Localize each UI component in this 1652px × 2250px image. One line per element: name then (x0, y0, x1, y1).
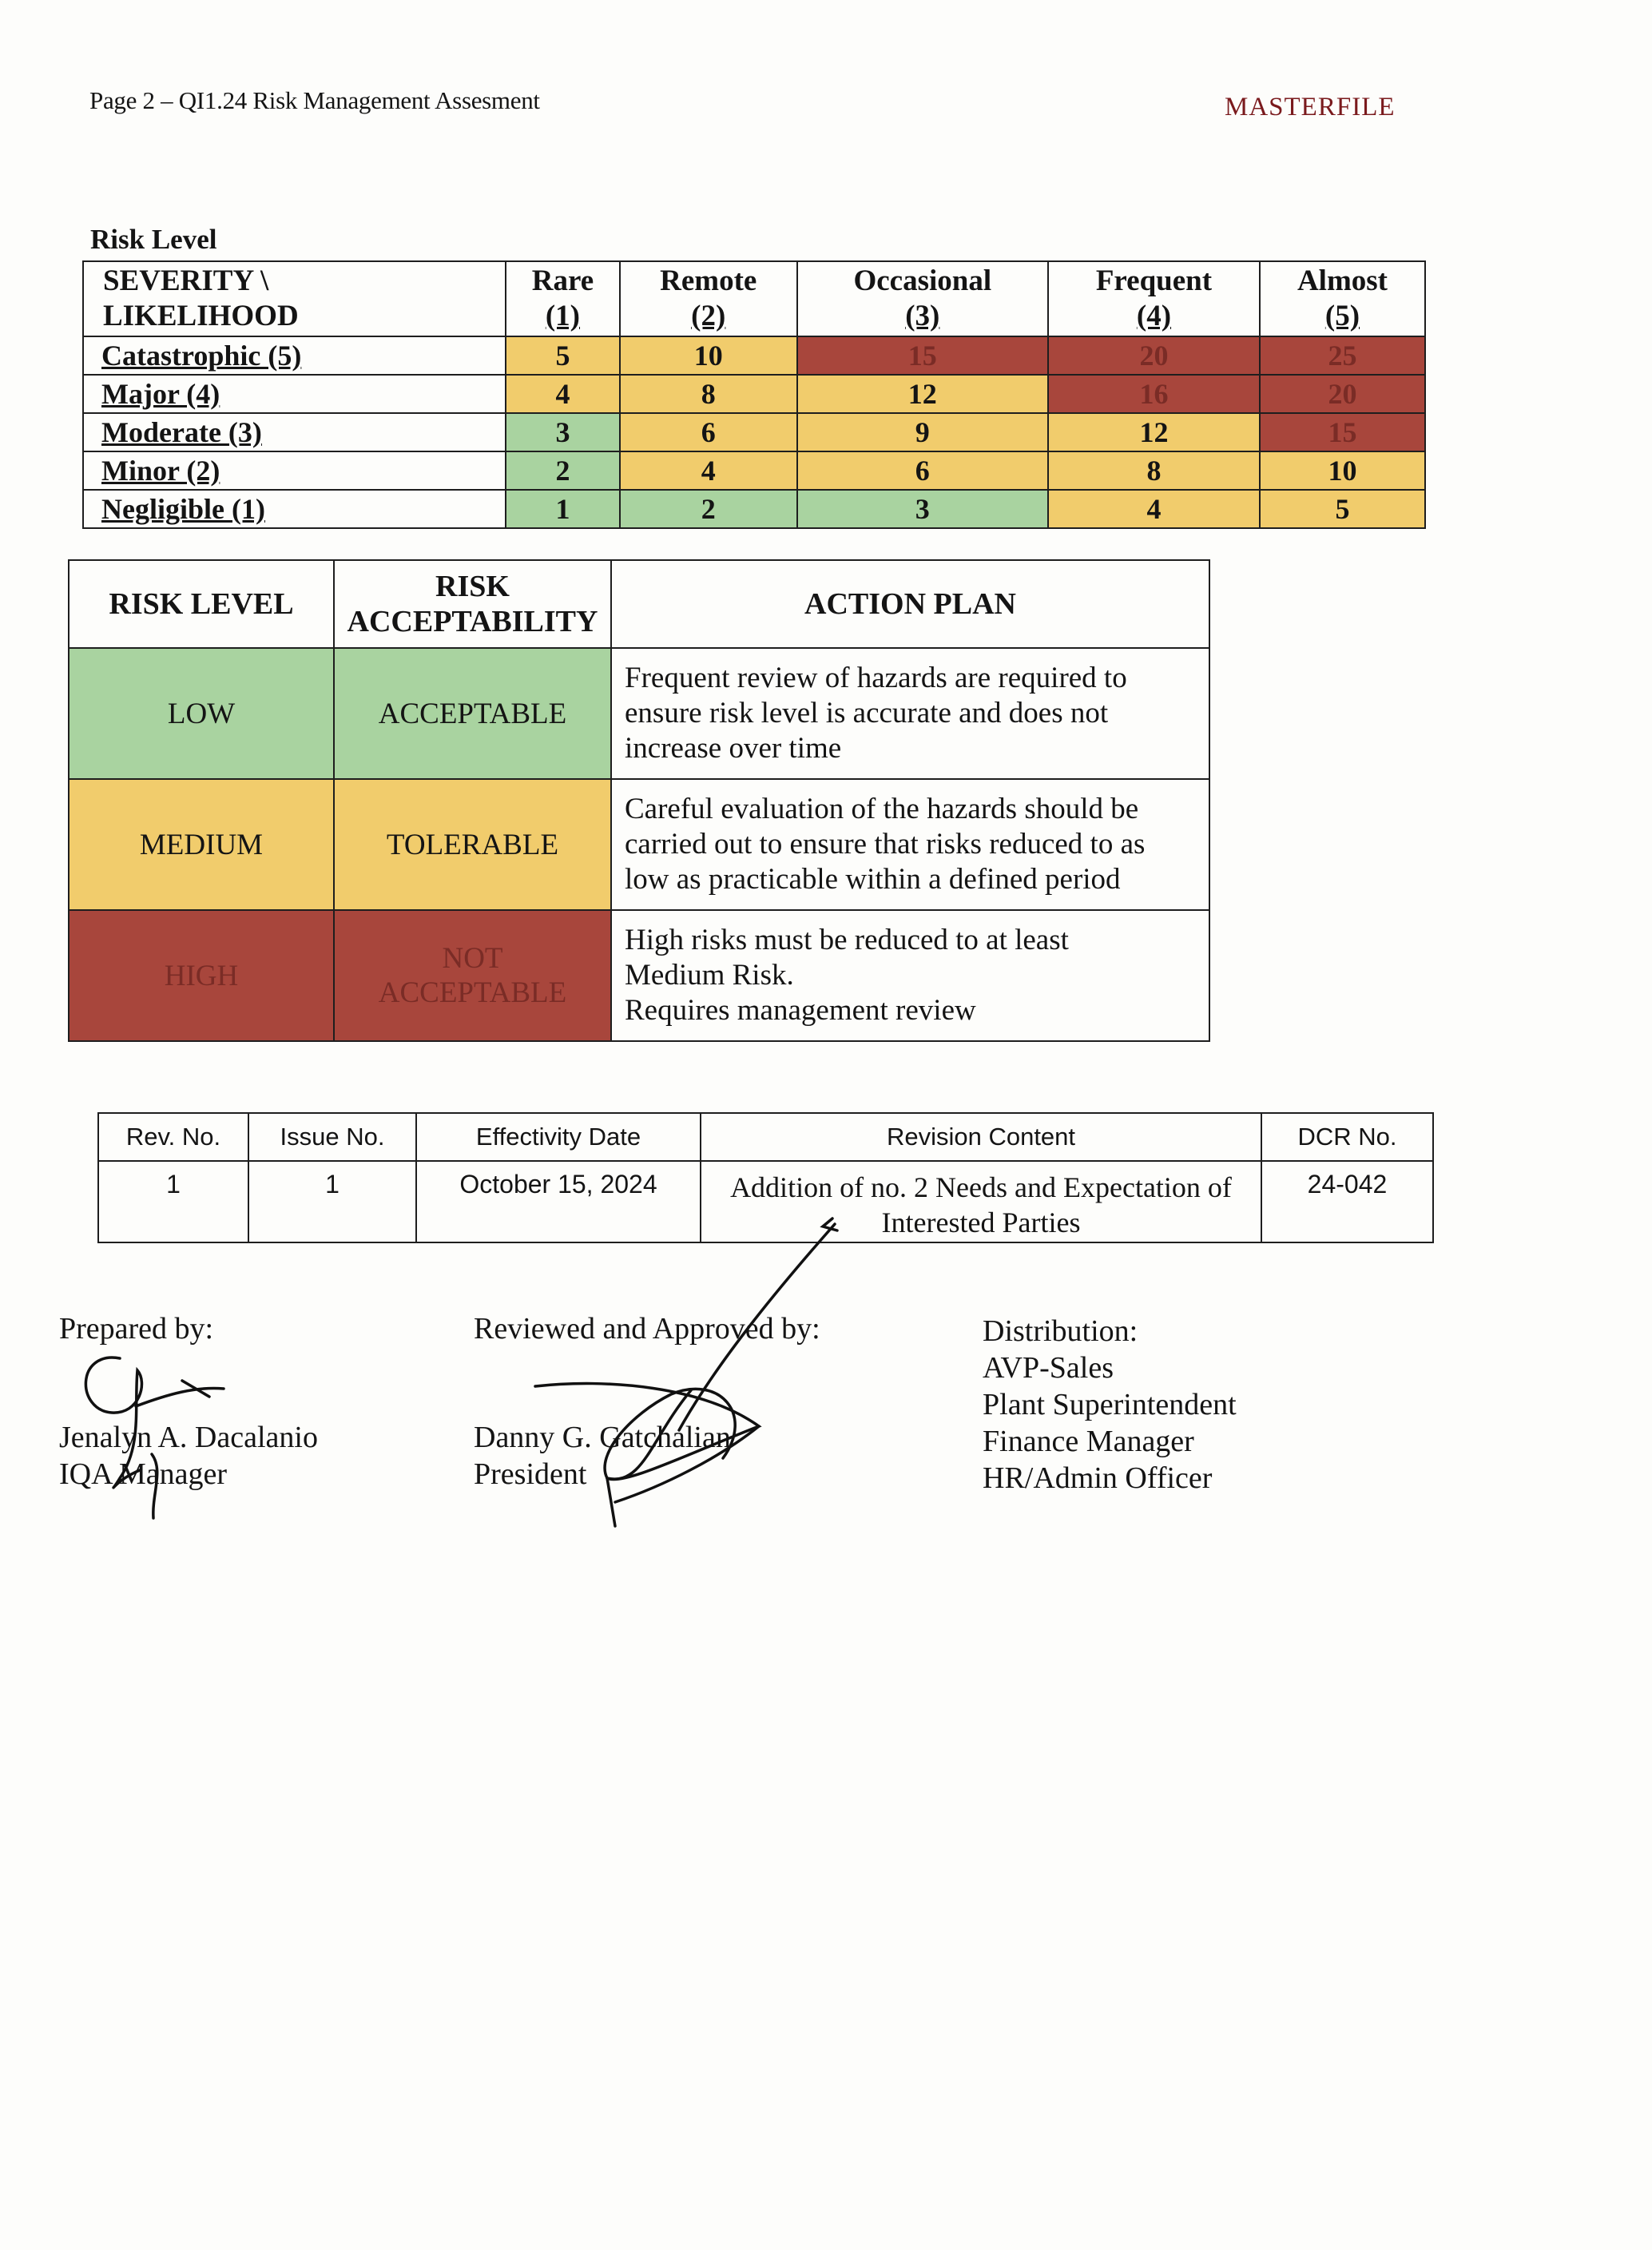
matrix-row-label: Major (4) (83, 375, 506, 413)
reviewed-by-name: Danny G. Gatchalian (474, 1421, 731, 1454)
plan-line: increase over time (625, 732, 842, 765)
issue-no-value: 1 (248, 1161, 416, 1242)
col-name: Almost (1297, 264, 1388, 297)
plan-line: High risks must be reduced to at least (625, 924, 1069, 956)
revision-content-header: Revision Content (701, 1113, 1261, 1161)
matrix-cell: 25 (1260, 336, 1425, 375)
prepared-by-name: Jenalyn A. Dacalanio (59, 1421, 318, 1454)
matrix-cell: 2 (620, 490, 797, 528)
matrix-row-label: Moderate (3) (83, 413, 506, 451)
revision-content-line-1: Addition of no. 2 Needs and Expectation of (730, 1171, 1232, 1203)
matrix-cell: 1 (506, 490, 620, 528)
matrix-cell: 4 (1048, 490, 1260, 528)
plan-line: Requires management review (625, 994, 976, 1027)
rev-no-value: 1 (98, 1161, 248, 1242)
matrix-cell: 4 (620, 451, 797, 490)
acceptability-header-line-2: ACCEPTABILITY (347, 605, 598, 638)
matrix-cell: 9 (797, 413, 1048, 451)
matrix-cell: 3 (506, 413, 620, 451)
acceptability-acceptable: ACCEPTABLE (334, 648, 611, 779)
corner-line-2: LIKELIHOOD (103, 300, 299, 332)
matrix-cell: 20 (1260, 375, 1425, 413)
matrix-cell: 8 (620, 375, 797, 413)
plan-line: carried out to ensure that risks reduced to as (625, 828, 1146, 861)
dcr-no-header: DCR No. (1261, 1113, 1433, 1161)
page-label: Page 2 – QI1.24 Risk Management Assesment (89, 86, 540, 114)
risk-level-low: LOW (69, 648, 334, 779)
matrix-cell: 10 (1260, 451, 1425, 490)
prepared-by-label: Prepared by: (59, 1312, 214, 1346)
distribution-item: Finance Manager (983, 1425, 1194, 1458)
plan-line: Frequent review of hazards are required to (625, 662, 1127, 694)
reviewed-by-title: President (474, 1457, 587, 1491)
col-name: Remote (660, 264, 757, 297)
corner-line-1: SEVERITY \ (103, 264, 269, 297)
risk-level-medium: MEDIUM (69, 779, 334, 910)
distribution-item: AVP-Sales (983, 1351, 1114, 1385)
distribution-item: HR/Admin Officer (983, 1461, 1213, 1495)
matrix-cell: 5 (1260, 490, 1425, 528)
matrix-row-label: Negligible (1) (83, 490, 506, 528)
matrix-cell: 5 (506, 336, 620, 375)
matrix-cell: 3 (797, 490, 1048, 528)
plan-line: Medium Risk. (625, 959, 794, 992)
matrix-cell: 4 (506, 375, 620, 413)
plan-line: ensure risk level is accurate and does not (625, 697, 1109, 729)
effectivity-date-value: October 15, 2024 (416, 1161, 701, 1242)
acceptability-header-line-1: RISK (435, 570, 510, 603)
matrix-row-label: Minor (2) (83, 451, 506, 490)
matrix-cell: 20 (1048, 336, 1260, 375)
risk-level-title: Risk Level (90, 224, 217, 255)
revision-content-line-2: Interested Parties (881, 1206, 1081, 1238)
risk-level-high: HIGH (69, 910, 334, 1041)
distribution-label: Distribution: (983, 1314, 1138, 1348)
col-name: Frequent (1095, 264, 1213, 297)
matrix-cell: 16 (1048, 375, 1260, 413)
prepared-by-title: IQA Manager (59, 1457, 227, 1491)
plan-line: Careful evaluation of the hazards should be (625, 793, 1139, 825)
signature-reviewed (535, 1218, 837, 1526)
masterfile-label: MASTERFILE (1225, 93, 1396, 121)
matrix-cell: 6 (797, 451, 1048, 490)
not-acceptable-line-2: ACCEPTABLE (378, 976, 567, 1009)
acceptability-tolerable: TOLERABLE (334, 779, 611, 910)
col-num: (1) (545, 300, 581, 332)
matrix-cell: 8 (1048, 451, 1260, 490)
matrix-cell: 6 (620, 413, 797, 451)
col-num: (2) (691, 300, 726, 332)
matrix-row-label: Catastrophic (5) (83, 336, 506, 375)
matrix-cell: 15 (797, 336, 1048, 375)
col-name: Occasional (853, 264, 992, 297)
effectivity-date-header: Effectivity Date (416, 1113, 701, 1161)
matrix-cell: 10 (620, 336, 797, 375)
col-name: Rare (531, 264, 594, 297)
action-plan-header: ACTION PLAN (611, 560, 1209, 648)
col-num: (4) (1136, 300, 1172, 332)
distribution-item: Plant Superintendent (983, 1388, 1237, 1421)
issue-no-header: Issue No. (248, 1113, 416, 1161)
matrix-cell: 12 (797, 375, 1048, 413)
dcr-no-value: 24-042 (1261, 1161, 1433, 1242)
matrix-cell: 2 (506, 451, 620, 490)
risk-level-header: RISK LEVEL (69, 560, 334, 648)
matrix-cell: 12 (1048, 413, 1260, 451)
col-num: (3) (905, 300, 940, 332)
reviewed-by-label: Reviewed and Approved by: (474, 1312, 820, 1346)
signature-prepared (85, 1358, 224, 1518)
col-num: (5) (1324, 300, 1360, 332)
rev-no-header: Rev. No. (98, 1113, 248, 1161)
plan-line: low as practicable within a defined period (625, 863, 1121, 896)
matrix-cell: 15 (1260, 413, 1425, 451)
not-acceptable-line-1: NOT (442, 942, 503, 975)
